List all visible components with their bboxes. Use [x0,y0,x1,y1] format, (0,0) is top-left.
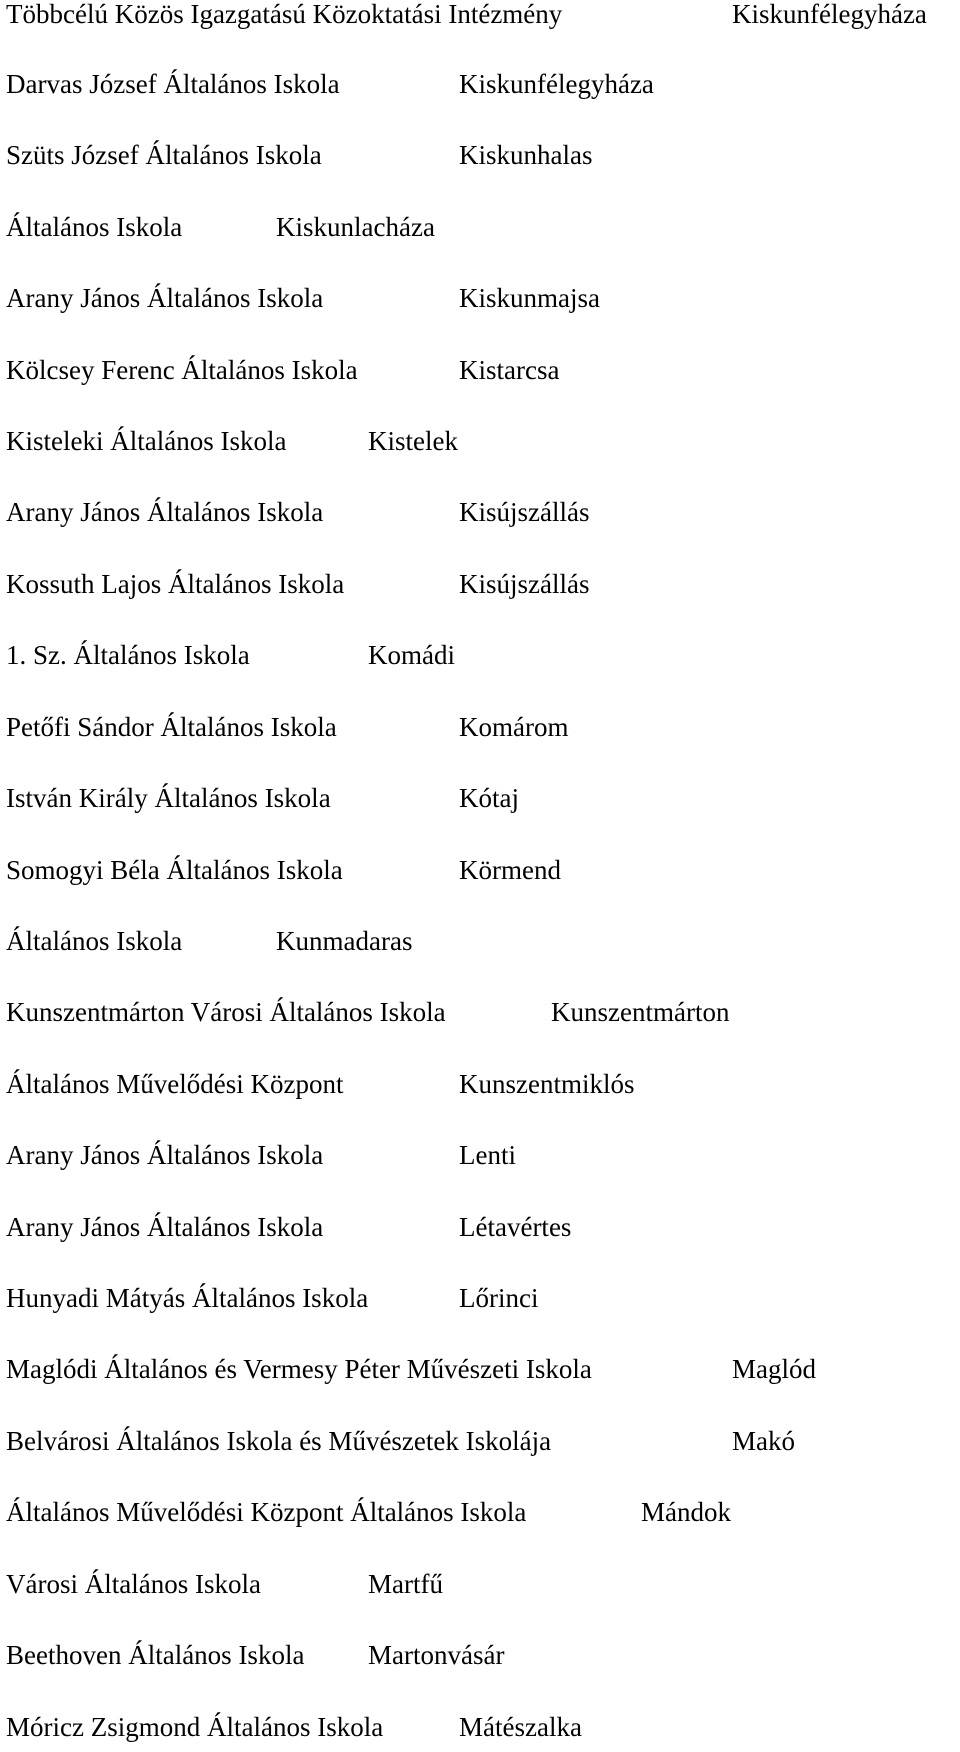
town-name: Kunmadaras [276,926,413,956]
town-name: Kiskunfélegyháza [732,0,927,29]
list-item [0,992,960,1032]
town-name: Létavértes [459,1212,572,1242]
school-name: István Király Általános Iskola [6,783,331,813]
list-item [0,278,960,318]
school-name: 1. Sz. Általános Iskola [6,640,250,670]
town-name: Komárom [459,712,569,742]
list-item [0,0,960,34]
town-name: Martonvásár [368,1640,505,1670]
town-name: Kunszentmárton [551,997,730,1027]
list-item [0,778,960,818]
school-name: Arany János Általános Iskola [6,1140,324,1170]
school-name: Városi Általános Iskola [6,1569,261,1599]
list-item [0,1207,960,1247]
list-item [0,564,960,604]
list-item [0,135,960,175]
school-name: Szüts József Általános Iskola [6,140,322,170]
list-item [0,1635,960,1675]
town-name: Mátészalka [459,1712,582,1742]
town-name: Kistarcsa [459,355,560,385]
town-name: Makó [732,1426,795,1456]
list-item [0,350,960,390]
list-item [0,1421,960,1461]
town-name: Kisújszállás [459,569,590,599]
school-name: Somogyi Béla Általános Iskola [6,855,343,885]
list-item [0,1707,960,1747]
list-item [0,1564,960,1604]
list-item [0,850,960,890]
list-item [0,1064,960,1104]
school-name: Kölcsey Ferenc Általános Iskola [6,355,358,385]
town-name: Kiskunlacháza [276,212,435,242]
list-item [0,635,960,675]
town-name: Martfű [368,1569,443,1599]
school-name: Kisteleki Általános Iskola [6,426,287,456]
school-name: Arany János Általános Iskola [6,497,324,527]
school-name: Maglódi Általános és Vermesy Péter Művészeti Iskola [6,1354,592,1384]
school-name: Általános Művelődési Központ [6,1069,344,1099]
school-name: Petőfi Sándor Általános Iskola [6,712,337,742]
town-name: Kótaj [459,783,519,813]
list-item [0,1349,960,1389]
list-item [0,1278,960,1318]
town-name: Lőrinci [459,1283,539,1313]
list-item [0,1492,960,1532]
town-name: Komádi [368,640,455,670]
list-item [0,207,960,247]
school-name: Általános Iskola [6,926,183,956]
school-name: Arany János Általános Iskola [6,1212,324,1242]
school-name: Beethoven Általános Iskola [6,1640,305,1670]
town-name: Kiskunmajsa [459,283,600,313]
list-item [0,921,960,961]
list-item [0,421,960,461]
school-name: Hunyadi Mátyás Általános Iskola [6,1283,369,1313]
list-item [0,492,960,532]
list-item [0,64,960,104]
school-name: Többcélú Közös Igazgatású Közoktatási Intézmény [6,0,563,29]
school-name: Kossuth Lajos Általános Iskola [6,569,345,599]
town-name: Mándok [641,1497,731,1527]
town-name: Lenti [459,1140,516,1170]
list-item [0,707,960,747]
school-name: Móricz Zsigmond Általános Iskola [6,1712,384,1742]
town-name: Maglód [732,1354,816,1384]
town-name: Kiskunhalas [459,140,593,170]
school-name: Kunszentmárton Városi Általános Iskola [6,997,446,1027]
list-item [0,1135,960,1175]
school-name: Belvárosi Általános Iskola és Művészetek Iskolája [6,1426,552,1456]
school-name: Általános Művelődési Központ Általános Iskola [6,1497,527,1527]
school-name: Arany János Általános Iskola [6,283,324,313]
school-name: Darvas József Általános Iskola [6,69,340,99]
town-name: Kunszentmiklós [459,1069,635,1099]
school-name: Általános Iskola [6,212,183,242]
town-name: Kiskunfélegyháza [459,69,654,99]
town-name: Kistelek [368,426,458,456]
town-name: Kisújszállás [459,497,590,527]
town-name: Körmend [459,855,561,885]
